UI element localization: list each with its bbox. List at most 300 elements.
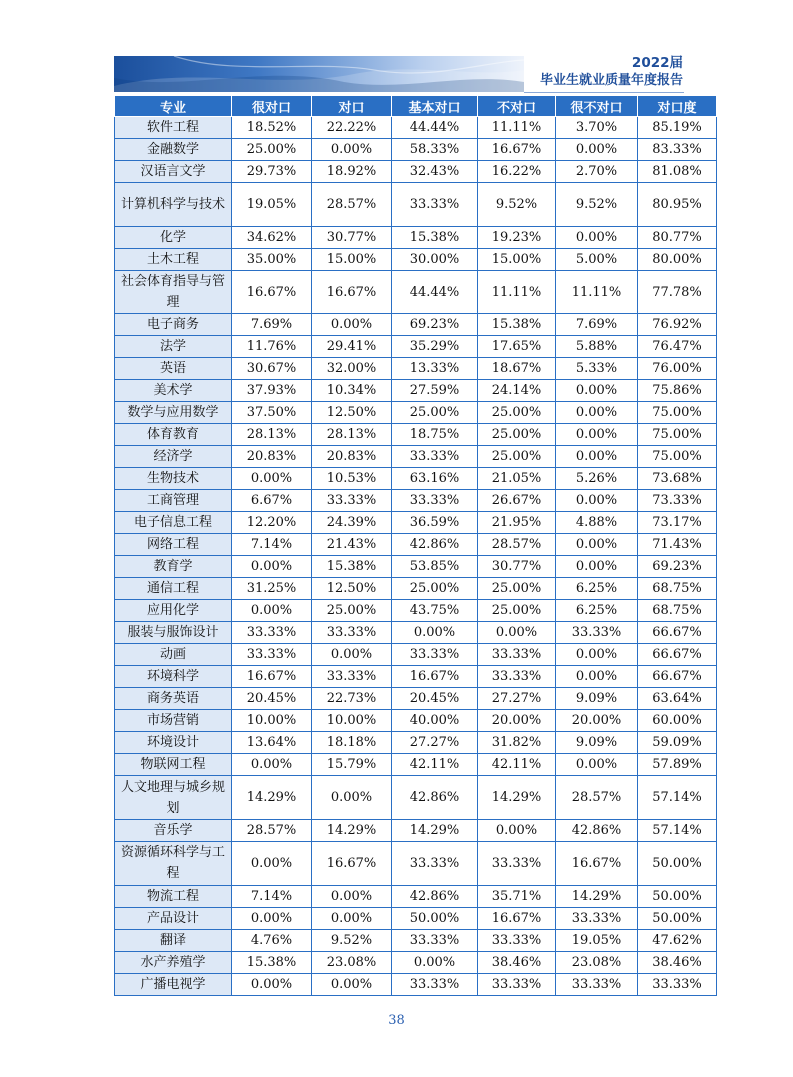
value-cell: 33.33%: [312, 622, 392, 644]
value-cell: 0.00%: [232, 468, 312, 490]
table-row: [115, 161, 717, 183]
table-row: [115, 973, 717, 995]
value-cell: 21.43%: [312, 534, 392, 556]
value-cell: 59.09%: [638, 732, 717, 754]
value-cell: 34.62%: [232, 226, 312, 248]
value-cell: 30.67%: [232, 358, 312, 380]
value-cell: 33.33%: [232, 644, 312, 666]
value-cell: 16.22%: [478, 161, 556, 183]
value-cell: 0.00%: [556, 424, 638, 446]
value-cell: 33.33%: [556, 973, 638, 995]
value-cell: 33.33%: [392, 644, 478, 666]
value-cell: 73.33%: [638, 490, 717, 512]
value-cell: 69.23%: [638, 556, 717, 578]
major-cell: 美术学: [115, 380, 232, 402]
value-cell: 28.13%: [232, 424, 312, 446]
major-cell: 翻译: [115, 929, 232, 951]
value-cell: 31.82%: [478, 732, 556, 754]
value-cell: 57.14%: [638, 776, 717, 820]
table-row: [115, 842, 717, 886]
major-cell: 动画: [115, 644, 232, 666]
value-cell: 30.77%: [478, 556, 556, 578]
table-row: [115, 446, 717, 468]
value-cell: 58.33%: [392, 139, 478, 161]
report-title: 毕业生就业质量年度报告: [539, 73, 683, 88]
value-cell: 25.00%: [232, 139, 312, 161]
value-cell: 35.29%: [392, 336, 478, 358]
value-cell: 25.00%: [392, 578, 478, 600]
value-cell: 36.59%: [392, 512, 478, 534]
value-cell: 73.68%: [638, 468, 717, 490]
value-cell: 27.27%: [478, 688, 556, 710]
value-cell: 4.88%: [556, 512, 638, 534]
table-row: [115, 117, 717, 139]
major-cell: 应用化学: [115, 600, 232, 622]
value-cell: 25.00%: [392, 402, 478, 424]
value-cell: 33.33%: [312, 490, 392, 512]
value-cell: 43.75%: [392, 600, 478, 622]
value-cell: 0.00%: [312, 885, 392, 907]
value-cell: 66.67%: [638, 622, 717, 644]
value-cell: 10.53%: [312, 468, 392, 490]
table-row: [115, 468, 717, 490]
value-cell: 23.08%: [312, 951, 392, 973]
value-cell: 69.23%: [392, 314, 478, 336]
value-cell: 71.43%: [638, 534, 717, 556]
value-cell: 0.00%: [556, 380, 638, 402]
major-cell: 产品设计: [115, 907, 232, 929]
value-cell: 32.43%: [392, 161, 478, 183]
table-row: [115, 270, 717, 314]
value-cell: 18.92%: [312, 161, 392, 183]
value-cell: 33.33%: [392, 842, 478, 886]
value-cell: 16.67%: [312, 842, 392, 886]
value-cell: 80.95%: [638, 183, 717, 227]
value-cell: 5.33%: [556, 358, 638, 380]
value-cell: 0.00%: [312, 644, 392, 666]
value-cell: 40.00%: [392, 710, 478, 732]
table-row: [115, 380, 717, 402]
major-cell: 生物技术: [115, 468, 232, 490]
value-cell: 20.00%: [556, 710, 638, 732]
major-cell: 计算机科学与技术: [115, 183, 232, 227]
value-cell: 6.67%: [232, 490, 312, 512]
value-cell: 60.00%: [638, 710, 717, 732]
value-cell: 0.00%: [556, 446, 638, 468]
value-cell: 20.00%: [478, 710, 556, 732]
major-cell: 电子商务: [115, 314, 232, 336]
wave-decoration: [114, 56, 524, 92]
value-cell: 33.33%: [392, 490, 478, 512]
value-cell: 18.52%: [232, 117, 312, 139]
value-cell: 12.50%: [312, 402, 392, 424]
column-header: 专业: [115, 96, 232, 117]
value-cell: 33.33%: [638, 973, 717, 995]
value-cell: 19.23%: [478, 226, 556, 248]
value-cell: 9.52%: [312, 929, 392, 951]
major-cell: 环境设计: [115, 732, 232, 754]
column-header: 不对口: [478, 96, 556, 117]
value-cell: 38.46%: [478, 951, 556, 973]
value-cell: 20.45%: [232, 688, 312, 710]
major-cell: 电子信息工程: [115, 512, 232, 534]
value-cell: 33.33%: [392, 446, 478, 468]
value-cell: 25.00%: [478, 446, 556, 468]
value-cell: 0.00%: [556, 139, 638, 161]
value-cell: 6.25%: [556, 600, 638, 622]
value-cell: 15.38%: [312, 556, 392, 578]
value-cell: 0.00%: [232, 600, 312, 622]
value-cell: 68.75%: [638, 578, 717, 600]
value-cell: 63.16%: [392, 468, 478, 490]
table-row: [115, 710, 717, 732]
value-cell: 75.00%: [638, 402, 717, 424]
value-cell: 20.83%: [232, 446, 312, 468]
value-cell: 16.67%: [392, 666, 478, 688]
table-row: [115, 600, 717, 622]
value-cell: 68.75%: [638, 600, 717, 622]
value-cell: 27.27%: [392, 732, 478, 754]
value-cell: 42.86%: [392, 885, 478, 907]
major-cell: 体育教育: [115, 424, 232, 446]
major-cell: 网络工程: [115, 534, 232, 556]
value-cell: 42.86%: [556, 820, 638, 842]
table-row: [115, 644, 717, 666]
value-cell: 57.89%: [638, 754, 717, 776]
value-cell: 0.00%: [232, 754, 312, 776]
value-cell: 33.33%: [312, 666, 392, 688]
major-cell: 人文地理与城乡规划: [115, 776, 232, 820]
value-cell: 12.20%: [232, 512, 312, 534]
value-cell: 75.00%: [638, 424, 717, 446]
value-cell: 7.14%: [232, 534, 312, 556]
value-cell: 21.05%: [478, 468, 556, 490]
value-cell: 14.29%: [232, 776, 312, 820]
page-number: 38: [388, 1013, 405, 1028]
table-row: [115, 578, 717, 600]
major-match-table: [114, 95, 717, 996]
major-cell: 土木工程: [115, 248, 232, 270]
value-cell: 17.65%: [478, 336, 556, 358]
value-cell: 33.33%: [232, 622, 312, 644]
value-cell: 85.19%: [638, 117, 717, 139]
value-cell: 28.57%: [556, 776, 638, 820]
value-cell: 15.38%: [392, 226, 478, 248]
value-cell: 0.00%: [312, 314, 392, 336]
value-cell: 30.00%: [392, 248, 478, 270]
table-row: [115, 951, 717, 973]
value-cell: 50.00%: [392, 907, 478, 929]
value-cell: 0.00%: [556, 754, 638, 776]
value-cell: 0.00%: [312, 139, 392, 161]
value-cell: 33.33%: [556, 622, 638, 644]
value-cell: 20.83%: [312, 446, 392, 468]
value-cell: 0.00%: [392, 622, 478, 644]
value-cell: 7.14%: [232, 885, 312, 907]
header-banner: [114, 56, 524, 92]
table-row: [115, 907, 717, 929]
value-cell: 21.95%: [478, 512, 556, 534]
major-cell: 通信工程: [115, 578, 232, 600]
value-cell: 15.00%: [312, 248, 392, 270]
value-cell: 15.38%: [478, 314, 556, 336]
major-cell: 英语: [115, 358, 232, 380]
value-cell: 50.00%: [638, 885, 717, 907]
value-cell: 0.00%: [312, 907, 392, 929]
value-cell: 19.05%: [556, 929, 638, 951]
major-cell: 法学: [115, 336, 232, 358]
value-cell: 9.09%: [556, 688, 638, 710]
value-cell: 76.00%: [638, 358, 717, 380]
value-cell: 6.25%: [556, 578, 638, 600]
report-year: 2022届: [631, 55, 683, 71]
value-cell: 22.73%: [312, 688, 392, 710]
value-cell: 0.00%: [232, 907, 312, 929]
value-cell: 16.67%: [478, 907, 556, 929]
value-cell: 47.62%: [638, 929, 717, 951]
table-row: [115, 929, 717, 951]
value-cell: 9.52%: [478, 183, 556, 227]
value-cell: 28.13%: [312, 424, 392, 446]
column-header: 基本对口: [392, 96, 478, 117]
table-row: [115, 666, 717, 688]
value-cell: 0.00%: [312, 973, 392, 995]
value-cell: 5.26%: [556, 468, 638, 490]
value-cell: 0.00%: [556, 556, 638, 578]
value-cell: 0.00%: [312, 776, 392, 820]
value-cell: 13.64%: [232, 732, 312, 754]
value-cell: 37.50%: [232, 402, 312, 424]
table-row: [115, 885, 717, 907]
value-cell: 14.29%: [392, 820, 478, 842]
value-cell: 35.71%: [478, 885, 556, 907]
value-cell: 31.25%: [232, 578, 312, 600]
value-cell: 18.18%: [312, 732, 392, 754]
report-header: [540, 55, 683, 90]
value-cell: 0.00%: [478, 820, 556, 842]
value-cell: 29.41%: [312, 336, 392, 358]
value-cell: 33.33%: [392, 183, 478, 227]
value-cell: 25.00%: [478, 600, 556, 622]
value-cell: 0.00%: [232, 842, 312, 886]
value-cell: 29.73%: [232, 161, 312, 183]
table-row: [115, 490, 717, 512]
value-cell: 80.00%: [638, 248, 717, 270]
value-cell: 0.00%: [556, 402, 638, 424]
value-cell: 33.33%: [392, 973, 478, 995]
value-cell: 53.85%: [392, 556, 478, 578]
major-cell: 商务英语: [115, 688, 232, 710]
value-cell: 16.67%: [556, 842, 638, 886]
value-cell: 50.00%: [638, 842, 717, 886]
value-cell: 9.52%: [556, 183, 638, 227]
major-cell: 社会体育指导与管理: [115, 270, 232, 314]
table-row: [115, 402, 717, 424]
value-cell: 66.67%: [638, 666, 717, 688]
table-row: [115, 732, 717, 754]
value-cell: 33.33%: [478, 929, 556, 951]
major-cell: 资源循环科学与工程: [115, 842, 232, 886]
major-cell: 水产养殖学: [115, 951, 232, 973]
value-cell: 18.67%: [478, 358, 556, 380]
value-cell: 42.86%: [392, 776, 478, 820]
value-cell: 28.57%: [312, 183, 392, 227]
value-cell: 0.00%: [556, 490, 638, 512]
major-cell: 物流工程: [115, 885, 232, 907]
major-cell: 广播电视学: [115, 973, 232, 995]
value-cell: 83.33%: [638, 139, 717, 161]
value-cell: 33.33%: [478, 842, 556, 886]
value-cell: 11.11%: [556, 270, 638, 314]
table-row: [115, 688, 717, 710]
major-cell: 软件工程: [115, 117, 232, 139]
value-cell: 0.00%: [556, 644, 638, 666]
table-row: [115, 424, 717, 446]
major-cell: 汉语言文学: [115, 161, 232, 183]
table-row: [115, 776, 717, 820]
value-cell: 12.50%: [312, 578, 392, 600]
value-cell: 0.00%: [556, 534, 638, 556]
value-cell: 20.45%: [392, 688, 478, 710]
value-cell: 9.09%: [556, 732, 638, 754]
table-row: [115, 226, 717, 248]
value-cell: 42.86%: [392, 534, 478, 556]
major-cell: 物联网工程: [115, 754, 232, 776]
value-cell: 14.29%: [478, 776, 556, 820]
value-cell: 15.00%: [478, 248, 556, 270]
value-cell: 33.33%: [556, 907, 638, 929]
value-cell: 10.00%: [312, 710, 392, 732]
value-cell: 14.29%: [556, 885, 638, 907]
value-cell: 76.47%: [638, 336, 717, 358]
table-row: [115, 512, 717, 534]
major-cell: 数学与应用数学: [115, 402, 232, 424]
value-cell: 25.00%: [478, 424, 556, 446]
value-cell: 0.00%: [478, 622, 556, 644]
value-cell: 23.08%: [556, 951, 638, 973]
value-cell: 10.34%: [312, 380, 392, 402]
major-cell: 环境科学: [115, 666, 232, 688]
table-row: [115, 556, 717, 578]
major-cell: 工商管理: [115, 490, 232, 512]
value-cell: 24.14%: [478, 380, 556, 402]
value-cell: 44.44%: [392, 270, 478, 314]
value-cell: 76.92%: [638, 314, 717, 336]
value-cell: 33.33%: [478, 666, 556, 688]
table-row: [115, 534, 717, 556]
value-cell: 81.08%: [638, 161, 717, 183]
value-cell: 16.67%: [232, 666, 312, 688]
table-row: [115, 139, 717, 161]
value-cell: 32.00%: [312, 358, 392, 380]
value-cell: 27.59%: [392, 380, 478, 402]
value-cell: 16.67%: [478, 139, 556, 161]
value-cell: 44.44%: [392, 117, 478, 139]
value-cell: 5.00%: [556, 248, 638, 270]
value-cell: 28.57%: [478, 534, 556, 556]
value-cell: 3.70%: [556, 117, 638, 139]
column-header: 对口度: [638, 96, 717, 117]
value-cell: 0.00%: [232, 556, 312, 578]
value-cell: 42.11%: [478, 754, 556, 776]
value-cell: 25.00%: [312, 600, 392, 622]
major-cell: 教育学: [115, 556, 232, 578]
value-cell: 18.75%: [392, 424, 478, 446]
value-cell: 14.29%: [312, 820, 392, 842]
table-row: [115, 820, 717, 842]
value-cell: 57.14%: [638, 820, 717, 842]
value-cell: 73.17%: [638, 512, 717, 534]
value-cell: 25.00%: [478, 402, 556, 424]
value-cell: 75.86%: [638, 380, 717, 402]
table-row: [115, 754, 717, 776]
column-header: 对口: [312, 96, 392, 117]
value-cell: 13.33%: [392, 358, 478, 380]
value-cell: 77.78%: [638, 270, 717, 314]
major-cell: 化学: [115, 226, 232, 248]
value-cell: 26.67%: [478, 490, 556, 512]
value-cell: 0.00%: [232, 973, 312, 995]
value-cell: 19.05%: [232, 183, 312, 227]
value-cell: 4.76%: [232, 929, 312, 951]
value-cell: 63.64%: [638, 688, 717, 710]
value-cell: 33.33%: [478, 644, 556, 666]
value-cell: 7.69%: [556, 314, 638, 336]
value-cell: 33.33%: [478, 973, 556, 995]
value-cell: 11.11%: [478, 117, 556, 139]
value-cell: 5.88%: [556, 336, 638, 358]
value-cell: 80.77%: [638, 226, 717, 248]
table-row: [115, 358, 717, 380]
value-cell: 0.00%: [392, 951, 478, 973]
value-cell: 11.76%: [232, 336, 312, 358]
major-cell: 音乐学: [115, 820, 232, 842]
major-cell: 服装与服饰设计: [115, 622, 232, 644]
value-cell: 15.38%: [232, 951, 312, 973]
value-cell: 0.00%: [556, 226, 638, 248]
value-cell: 35.00%: [232, 248, 312, 270]
major-cell: 经济学: [115, 446, 232, 468]
table-row: [115, 183, 717, 227]
value-cell: 50.00%: [638, 907, 717, 929]
value-cell: 24.39%: [312, 512, 392, 534]
table-body: [115, 117, 717, 996]
value-cell: 33.33%: [392, 929, 478, 951]
table-row: [115, 622, 717, 644]
value-cell: 16.67%: [232, 270, 312, 314]
table-header-row: [115, 96, 717, 117]
value-cell: 0.00%: [556, 666, 638, 688]
value-cell: 2.70%: [556, 161, 638, 183]
column-header: 很不对口: [556, 96, 638, 117]
value-cell: 38.46%: [638, 951, 717, 973]
major-cell: 金融数学: [115, 139, 232, 161]
value-cell: 66.67%: [638, 644, 717, 666]
header-divider: [524, 92, 684, 93]
table-row: [115, 314, 717, 336]
value-cell: 42.11%: [392, 754, 478, 776]
value-cell: 11.11%: [478, 270, 556, 314]
column-header: 很对口: [232, 96, 312, 117]
major-cell: 市场营销: [115, 710, 232, 732]
value-cell: 28.57%: [232, 820, 312, 842]
value-cell: 22.22%: [312, 117, 392, 139]
value-cell: 15.79%: [312, 754, 392, 776]
value-cell: 75.00%: [638, 446, 717, 468]
table-row: [115, 336, 717, 358]
value-cell: 37.93%: [232, 380, 312, 402]
value-cell: 16.67%: [312, 270, 392, 314]
